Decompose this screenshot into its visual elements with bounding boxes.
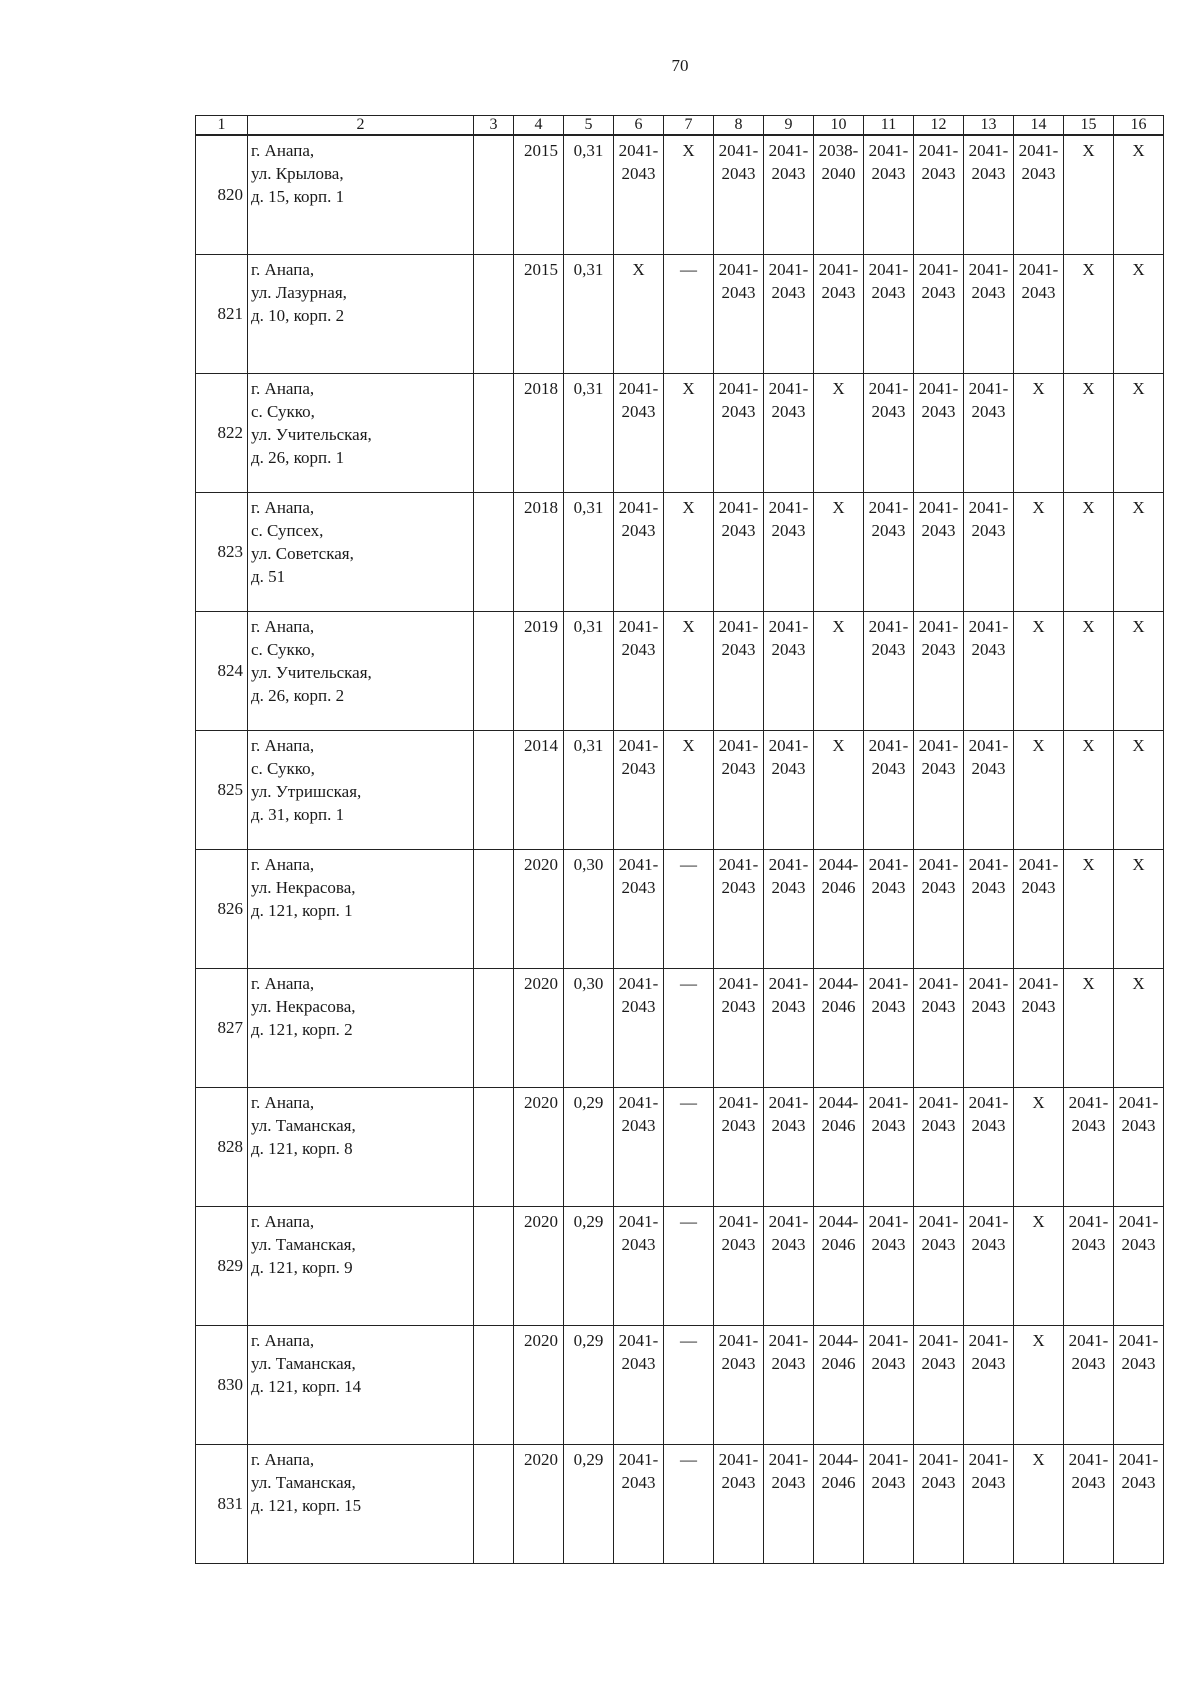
period-cell: X [1014,1206,1064,1325]
value-cell: 0,29 [564,1325,614,1444]
address-cell [248,1087,474,1206]
row-number: 831 [196,1444,248,1563]
period-cell: 2041- 2043 [1114,1087,1164,1206]
period-cell: 2041- 2043 [914,849,964,968]
period-cell: 2041- 2043 [864,254,914,373]
address-line: г. Анапа, [251,973,315,993]
address-line: д. 121, корп. 9 [251,1257,353,1277]
address-line: д. 121, корп. 8 [251,1138,353,1158]
period-cell: 2041- 2043 [614,1325,664,1444]
period-cell: X [614,254,664,373]
table-row [196,135,1164,254]
period-cell: X [1114,254,1164,373]
period-cell: X [1114,373,1164,492]
address-line: г. Анапа, [251,854,315,874]
header-row [196,116,1164,136]
period-cell: 2041- 2043 [864,1444,914,1563]
period-cell: X [1114,849,1164,968]
period-cell: 2041- 2043 [714,968,764,1087]
table-row [196,730,1164,849]
period-cell: 2041- 2043 [714,135,764,254]
period-cell: 2041- 2043 [714,1325,764,1444]
address-line: д. 121, корп. 15 [251,1495,362,1515]
year-cell: 2020 [514,1325,564,1444]
period-cell: X [664,730,714,849]
year-cell: 2020 [514,1087,564,1206]
value-cell: 0,31 [564,373,614,492]
address-line: г. Анапа, [251,1449,315,1469]
address-line: ул. Советская, [251,543,354,563]
column-header: 14 [1014,116,1064,136]
period-cell: X [664,373,714,492]
row-number: 820 [196,135,248,254]
period-cell: 2041- 2043 [914,373,964,492]
row-number: 825 [196,730,248,849]
column-3-cell [474,1206,514,1325]
period-cell: X [1114,968,1164,1087]
address-cell [248,492,474,611]
address-line: д. 10, корп. 2 [251,305,345,325]
column-header: 2 [248,116,474,136]
period-cell: X [1014,1444,1064,1563]
year-cell: 2020 [514,1206,564,1325]
column-header: 10 [814,116,864,136]
row-number: 827 [196,968,248,1087]
period-cell: 2044- 2046 [814,1206,864,1325]
value-cell: 0,31 [564,611,614,730]
address-line: с. Сукко, [251,639,315,659]
period-cell: X [1014,1087,1064,1206]
column-header: 12 [914,116,964,136]
column-3-cell [474,1325,514,1444]
period-cell: 2041- 2043 [614,373,664,492]
period-cell: 2041- 2043 [864,1325,914,1444]
table-row [196,968,1164,1087]
period-cell: 2041- 2043 [914,1087,964,1206]
period-cell: 2041- 2043 [864,492,914,611]
period-cell: 2041- 2043 [864,730,914,849]
address-cell [248,849,474,968]
data-table [195,115,1164,1564]
value-cell: 0,31 [564,492,614,611]
year-cell: 2020 [514,849,564,968]
column-3-cell [474,254,514,373]
period-cell: — [664,1087,714,1206]
address-cell [248,1325,474,1444]
period-cell: 2041- 2043 [764,611,814,730]
period-cell: 2041- 2043 [964,611,1014,730]
address-line: с. Сукко, [251,758,315,778]
address-line: г. Анапа, [251,616,315,636]
period-cell: 2041- 2043 [964,1087,1014,1206]
value-cell: 0,30 [564,849,614,968]
period-cell: 2041- 2043 [964,492,1014,611]
address-line: г. Анапа, [251,378,315,398]
column-3-cell [474,492,514,611]
period-cell: 2041- 2043 [614,968,664,1087]
period-cell: 2044- 2046 [814,1444,864,1563]
period-cell: 2041- 2043 [1114,1206,1164,1325]
period-cell: 2041- 2043 [914,1325,964,1444]
period-cell: 2041- 2043 [714,611,764,730]
period-cell: X [1114,135,1164,254]
period-cell: X [664,492,714,611]
address-cell [248,730,474,849]
row-number: 824 [196,611,248,730]
column-header: 5 [564,116,614,136]
period-cell: X [1064,611,1114,730]
period-cell: X [1014,1325,1064,1444]
period-cell: 2041- 2043 [964,135,1014,254]
period-cell: 2041- 2043 [914,611,964,730]
address-line: г. Анапа, [251,1211,315,1231]
period-cell: 2041- 2043 [764,135,814,254]
address-line: ул. Таманская, [251,1234,356,1254]
period-cell: — [664,849,714,968]
period-cell: 2041- 2043 [764,730,814,849]
column-header: 16 [1114,116,1164,136]
address-cell [248,373,474,492]
period-cell: X [1064,373,1114,492]
period-cell: X [1064,254,1114,373]
address-cell [248,1206,474,1325]
period-cell: 2044- 2046 [814,1325,864,1444]
year-cell: 2018 [514,373,564,492]
column-header: 9 [764,116,814,136]
table-row [196,611,1164,730]
period-cell: 2041- 2043 [614,1087,664,1206]
period-cell: 2041- 2043 [864,849,914,968]
year-cell: 2020 [514,1444,564,1563]
period-cell: X [1064,135,1114,254]
address-line: ул. Учительская, [251,424,372,444]
period-cell: 2041- 2043 [914,1444,964,1563]
address-line: ул. Таманская, [251,1472,356,1492]
address-line: д. 121, корп. 2 [251,1019,353,1039]
period-cell: X [1114,730,1164,849]
period-cell: 2041- 2043 [714,730,764,849]
column-header: 3 [474,116,514,136]
period-cell: — [664,1206,714,1325]
period-cell: — [664,1444,714,1563]
period-cell: X [664,611,714,730]
value-cell: 0,30 [564,968,614,1087]
column-header: 8 [714,116,764,136]
period-cell: 2041- 2043 [864,1206,914,1325]
period-cell: X [1064,492,1114,611]
period-cell: 2041- 2043 [764,254,814,373]
period-cell: 2041- 2043 [1014,135,1064,254]
period-cell: 2041- 2043 [764,373,814,492]
period-cell: 2041- 2043 [764,1444,814,1563]
period-cell: 2041- 2043 [914,492,964,611]
table-row [196,1444,1164,1563]
year-cell: 2014 [514,730,564,849]
period-cell: 2041- 2043 [614,730,664,849]
period-cell: X [1064,730,1114,849]
address-line: г. Анапа, [251,1330,315,1350]
period-cell: 2041- 2043 [614,1206,664,1325]
value-cell: 0,29 [564,1444,614,1563]
period-cell: 2041- 2043 [764,1325,814,1444]
table-body [196,135,1164,1563]
period-cell: X [1064,968,1114,1087]
address-line: д. 31, корп. 1 [251,804,345,824]
column-header: 7 [664,116,714,136]
period-cell: 2041- 2043 [914,968,964,1087]
address-line: д. 26, корп. 1 [251,447,345,467]
address-cell [248,254,474,373]
period-cell: 2041- 2043 [1014,849,1064,968]
period-cell: 2041- 2043 [914,730,964,849]
period-cell: X [1014,492,1064,611]
table-row [196,492,1164,611]
address-line: ул. Утришская, [251,781,362,801]
column-3-cell [474,1444,514,1563]
period-cell: 2041- 2043 [1064,1087,1114,1206]
period-cell: X [1014,611,1064,730]
period-cell: X [814,492,864,611]
period-cell: 2041- 2043 [614,1444,664,1563]
period-cell: 2041- 2043 [1114,1444,1164,1563]
year-cell: 2015 [514,135,564,254]
period-cell: 2041- 2043 [864,135,914,254]
address-line: д. 15, корп. 1 [251,187,345,206]
address-line: ул. Крылова, [251,164,344,183]
address-line: г. Анапа, [251,497,315,517]
period-cell: 2041- 2043 [714,1206,764,1325]
table-row [196,1206,1164,1325]
period-cell: 2044- 2046 [814,968,864,1087]
period-cell: 2041- 2043 [914,1206,964,1325]
period-cell: 2041- 2043 [764,1206,814,1325]
period-cell: 2041- 2043 [964,1325,1014,1444]
address-cell [248,1444,474,1563]
column-header: 11 [864,116,914,136]
year-cell: 2019 [514,611,564,730]
period-cell: X [664,135,714,254]
period-cell: 2041- 2043 [764,1087,814,1206]
period-cell: — [664,254,714,373]
period-cell: 2041- 2043 [614,611,664,730]
period-cell: 2041- 2043 [714,1087,764,1206]
address-line: ул. Учительская, [251,662,372,682]
column-3-cell [474,611,514,730]
period-cell: 2041- 2043 [764,492,814,611]
period-cell: X [1014,730,1064,849]
address-cell [248,968,474,1087]
period-cell: 2041- 2043 [1014,968,1064,1087]
address-line: ул. Таманская, [251,1353,356,1373]
period-cell: 2041- 2043 [614,135,664,254]
value-cell: 0,29 [564,1206,614,1325]
column-header: 15 [1064,116,1114,136]
column-header: 13 [964,116,1014,136]
period-cell: 2041- 2043 [964,373,1014,492]
row-number: 830 [196,1325,248,1444]
column-header: 6 [614,116,664,136]
column-3-cell [474,1087,514,1206]
period-cell: 2041- 2043 [814,254,864,373]
period-cell: X [814,611,864,730]
period-cell: 2041- 2043 [964,730,1014,849]
address-line: ул. Некрасова, [251,996,356,1016]
period-cell: X [814,373,864,492]
period-cell: X [1064,849,1114,968]
address-line: ул. Таманская, [251,1115,356,1135]
period-cell: 2041- 2043 [714,254,764,373]
period-cell: 2041- 2043 [864,373,914,492]
period-cell: 2041- 2043 [614,849,664,968]
year-cell: 2018 [514,492,564,611]
period-cell: 2041- 2043 [1064,1325,1114,1444]
period-cell: 2041- 2043 [714,849,764,968]
period-cell: 2041- 2043 [914,135,964,254]
address-line: с. Сукко, [251,401,315,421]
address-line: г. Анапа, [251,1092,315,1112]
table-row [196,849,1164,968]
period-cell: 2041- 2043 [714,373,764,492]
table-row [196,373,1164,492]
period-cell: 2041- 2043 [764,849,814,968]
period-cell: 2041- 2043 [764,968,814,1087]
address-cell [248,135,474,254]
row-number: 828 [196,1087,248,1206]
address-line: д. 26, корп. 2 [251,685,345,705]
period-cell: 2038- 2040 [814,135,864,254]
column-3-cell [474,373,514,492]
column-3-cell [474,135,514,254]
row-number: 823 [196,492,248,611]
column-header: 1 [196,116,248,136]
period-cell: 2041- 2043 [1064,1444,1114,1563]
period-cell: X [814,730,864,849]
period-cell: 2041- 2043 [714,1444,764,1563]
period-cell: 2041- 2043 [714,492,764,611]
table-row [196,254,1164,373]
row-number: 821 [196,254,248,373]
column-header: 4 [514,116,564,136]
period-cell: 2041- 2043 [864,611,914,730]
column-3-cell [474,849,514,968]
value-cell: 0,29 [564,1087,614,1206]
period-cell: 2041- 2043 [1014,254,1064,373]
row-number: 829 [196,1206,248,1325]
period-cell: 2041- 2043 [964,849,1014,968]
period-cell: 2044- 2046 [814,849,864,968]
address-cell [248,611,474,730]
table-row [196,1087,1164,1206]
period-cell: 2041- 2043 [914,254,964,373]
year-cell: 2015 [514,254,564,373]
value-cell: 0,31 [564,254,614,373]
value-cell: 0,31 [564,135,614,254]
address-line: ул. Лазурная, [251,282,347,302]
column-3-cell [474,730,514,849]
address-line: д. 51 [251,566,286,586]
period-cell: — [664,968,714,1087]
period-cell: 2041- 2043 [864,1087,914,1206]
period-cell: 2041- 2043 [964,254,1014,373]
period-cell: X [1114,611,1164,730]
row-number: 822 [196,373,248,492]
row-number: 826 [196,849,248,968]
address-line: д. 121, корп. 14 [251,1376,362,1396]
address-line: г. Анапа, [251,141,315,160]
table-row [196,1325,1164,1444]
period-cell: 2041- 2043 [964,1206,1014,1325]
period-cell: 2041- 2043 [614,492,664,611]
period-cell: X [1014,373,1064,492]
address-line: ул. Некрасова, [251,877,356,897]
period-cell: 2041- 2043 [1114,1325,1164,1444]
address-line: г. Анапа, [251,259,315,279]
period-cell: 2041- 2043 [964,968,1014,1087]
period-cell: 2041- 2043 [1064,1206,1114,1325]
period-cell: 2041- 2043 [864,968,914,1087]
year-cell: 2020 [514,968,564,1087]
period-cell: 2044- 2046 [814,1087,864,1206]
address-line: г. Анапа, [251,735,315,755]
column-3-cell [474,968,514,1087]
address-line: с. Супсех, [251,520,324,540]
period-cell: 2041- 2043 [964,1444,1014,1563]
period-cell: X [1114,492,1164,611]
value-cell: 0,31 [564,730,614,849]
page-number: 70 [671,56,689,75]
period-cell: — [664,1325,714,1444]
address-line: д. 121, корп. 1 [251,900,353,920]
